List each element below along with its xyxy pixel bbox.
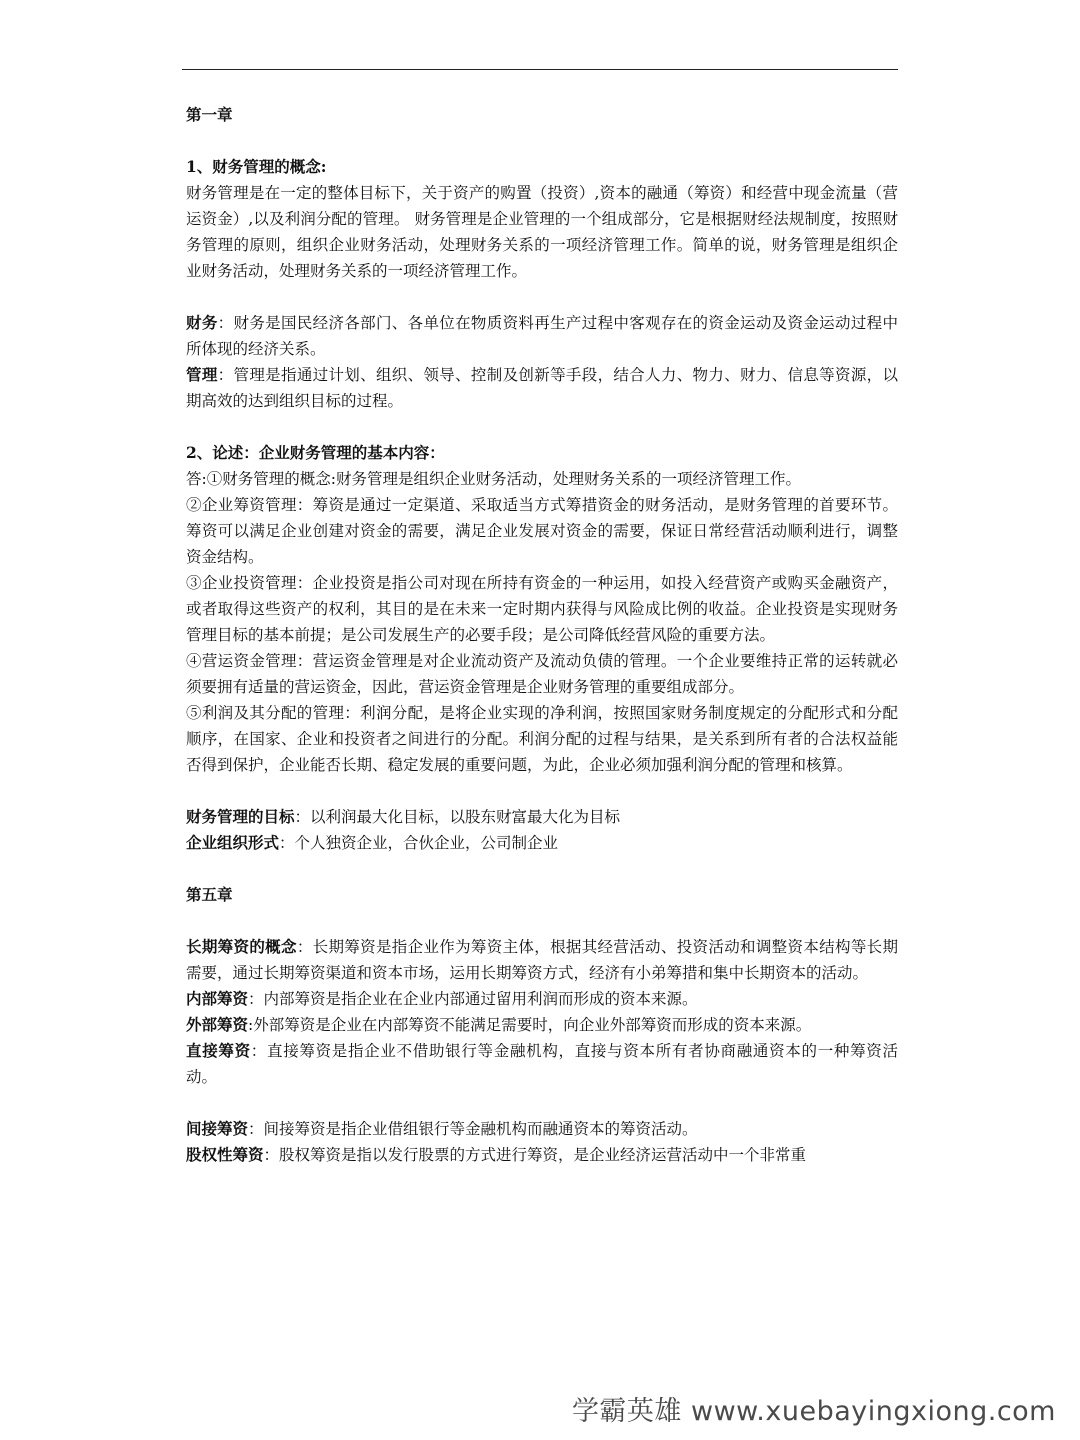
q1-body: 财务管理是在一定的整体目标下，关于资产的购置（投资）,资本的融通（筹资）和经营中现金流量（营运资金）,以及利润分配的管理。 财务管理是企业管理的一个组成部分，它是根据财经法规制度，按照财务管理的原则，组织企业财务活动，处理财务关系的一项经济管理工作。简单的说，财务管理是组织企业财务活动，处理财务关系的一项经济管理工作。	[186, 184, 898, 280]
internal-definition	[186, 986, 898, 1012]
direct-text: ：直接筹资是指企业不借助银行等金融机构，直接与资本所有者协商融通资本的一种筹资活动。	[186, 1042, 898, 1086]
equity-text: ：股权筹资是指以发行股票的方式进行筹资，是企业经济运营活动中一个非常重	[263, 1146, 807, 1164]
external-text: :外部筹资是企业在内部筹资不能满足需要时，向企业外部筹资而形成的资本来源。	[248, 1016, 812, 1034]
longterm-definition	[186, 934, 898, 986]
q2-item-financing: ②企业筹资管理：筹资是通过一定渠道、采取适当方式筹措资金的财务活动，是财务管理的首要环节。筹资可以满足企业创建对资金的需要，满足企业发展对资金的需要，保证日常经营活动顺利进行，调整资金结构。	[186, 496, 898, 566]
org-definition	[186, 830, 898, 856]
indirect-text: ：间接筹资是指企业借组银行等金融机构而融通资本的筹资活动。	[248, 1120, 698, 1138]
external-label: 外部筹资	[186, 1015, 249, 1034]
equity-label: 股权性筹资	[186, 1145, 264, 1164]
header-rule	[182, 69, 898, 70]
finance-label: 财务	[186, 313, 218, 332]
direct-label: 直接筹资	[186, 1041, 251, 1060]
org-label: 企业组织形式	[186, 833, 280, 852]
indirect-label: 间接筹资	[186, 1119, 249, 1138]
longterm-text: ：长期筹资是指企业作为筹资主体，根据其经营活动、投资活动和调整资本结构等长期需要，通过长期筹资渠道和资本市场，运用长期筹资方式，经济有小弟筹措和集中长期资本的活动。	[186, 938, 898, 982]
internal-label: 内部筹资	[186, 989, 249, 1008]
longterm-label: 长期筹资的概念	[186, 937, 297, 956]
org-text: ：个人独资企业，合伙企业，公司制企业	[279, 834, 559, 852]
document-body	[186, 102, 898, 1168]
q2-item-working-capital: ④营运资金管理：营运资金管理是对企业流动资产及流动负债的管理。一个企业要维持正常的运转就必须要拥有适量的营运资金，因此，营运资金管理是企业财务管理的重要组成部分。	[186, 652, 898, 696]
goal-text: ：以利润最大化目标，以股东财富最大化为目标	[294, 808, 621, 826]
management-label: 管理	[186, 365, 218, 384]
q2-title: 2、论述：企业财务管理的基本内容：	[186, 443, 445, 462]
management-text: ：管理是指通过计划、组织、领导、控制及创新等手段，结合人力、物力、财力、信息等资源，以期高效的达到组织目标的过程。	[186, 366, 898, 410]
chapter1-title: 第一章	[186, 105, 233, 124]
q2-item-profit: ⑤利润及其分配的管理：利润分配，是将企业实现的净利润，按照国家财务制度规定的分配形式和分配顺序，在国家、企业和投资者之间进行的分配。利润分配的过程与结果，是关系到所有者的合法权益能否得到保护，企业能否长期、稳定发展的重要问题，为此，企业必须加强利润分配的管理和核算。	[186, 704, 898, 774]
goal-definition	[186, 804, 898, 830]
chapter5-title: 第五章	[186, 885, 233, 904]
q2-answer: 答:①财务管理的概念:财务管理是组织企业财务活动，处理财务关系的一项经济管理工作。	[186, 470, 801, 488]
q1-title: 1、财务管理的概念:	[186, 157, 327, 176]
management-definition	[186, 362, 898, 414]
site-watermark: 学霸英雄 www.xuebayingxiong.com	[571, 1396, 1056, 1427]
q2-item-investment: ③企业投资管理：企业投资是指公司对现在所持有资金的一种运用，如投入经营资产或购买金融资产，或者取得这些资产的权利，其目的是在未来一定时期内获得与风险成比例的收益。企业投资是实现财务管理目标的基本前提；是公司发展生产的必要手段；是公司降低经营风险的重要方法。	[186, 574, 898, 644]
indirect-definition	[186, 1116, 898, 1142]
equity-definition	[186, 1142, 898, 1168]
finance-text: ：财务是国民经济各部门、各单位在物质资料再生产过程中客观存在的资金运动及资金运动过程中所体现的经济关系。	[186, 314, 898, 358]
finance-definition	[186, 310, 898, 362]
external-definition	[186, 1012, 898, 1038]
direct-definition	[186, 1038, 898, 1090]
goal-label: 财务管理的目标	[186, 807, 295, 826]
internal-text: ：内部筹资是指企业在企业内部通过留用利润而形成的资本来源。	[248, 990, 698, 1008]
